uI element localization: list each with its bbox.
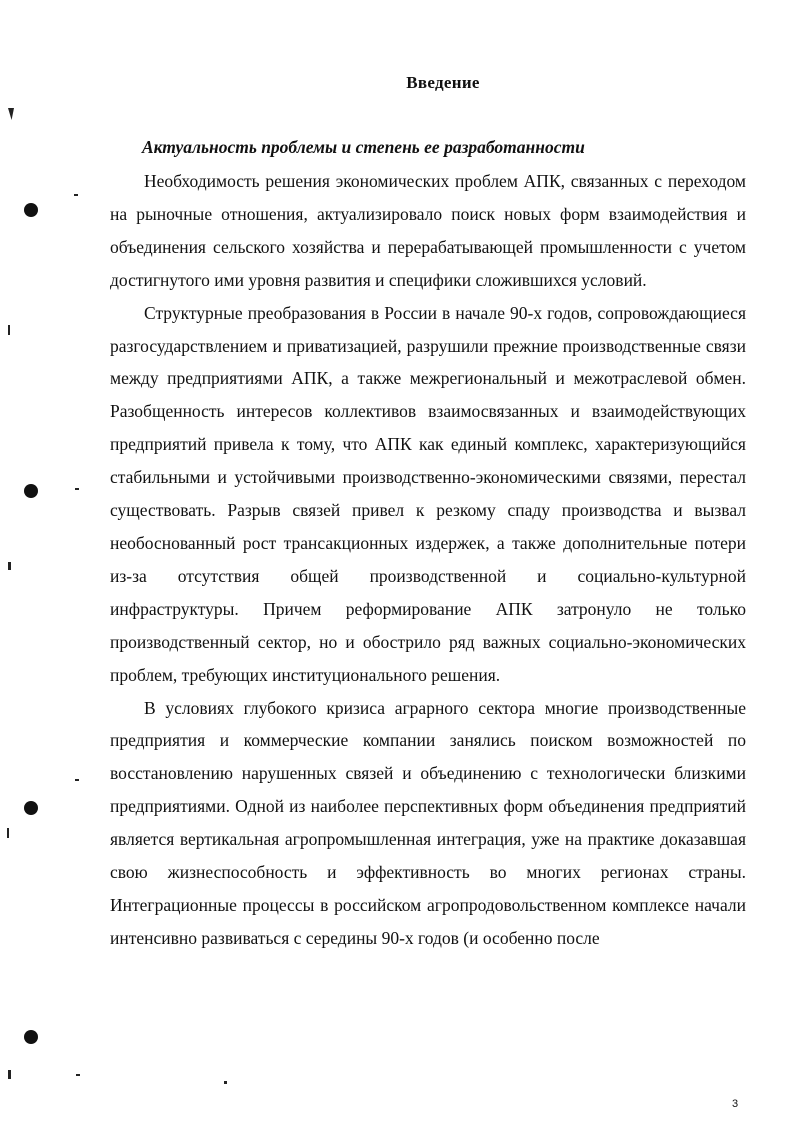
scan-speck: [8, 108, 14, 120]
page-title: Введение: [406, 73, 480, 92]
scan-speck: [75, 488, 79, 490]
binder-hole-4: [24, 1030, 38, 1044]
binder-hole-1: [24, 203, 38, 217]
scan-speck: [8, 1070, 11, 1079]
scan-speck: [75, 779, 79, 781]
page-number: 3: [732, 1098, 739, 1110]
binder-hole-2: [24, 484, 38, 498]
scan-speck: [7, 828, 9, 838]
binder-hole-3: [24, 801, 38, 815]
paragraph-3: В условиях глубокого кризиса аграрного сектора многие производственные предприятия и коммерческие компании занялись поиском возможностей по восстановлению нарушенных связей и объединению с технологически близкими предприятиями. Одной из наиболее перспективных форм объединения предприятий является вертикальная агропромышленная интеграция, уже на практике доказавшая свою жизнеспособность и эффективность во многих регионах страны. Интеграционные процессы в российском агропродовольственном комплексе начали интенсивно развиваться с середины 90-х годов (и особенно после: [110, 697, 746, 948]
scan-speck: [76, 1074, 80, 1076]
paragraph-1: Необходимость решения экономических проблем АПК, связанных с переходом на рыночные отношения, актуализировало поиск новых форм взаимодействия и объединения сельского хозяйства и перерабатывающей промышленности с учетом достигнутого ими уровня развития и специфики сложившихся условий.: [110, 171, 746, 290]
scan-speck: [8, 325, 10, 335]
scan-speck: [224, 1081, 227, 1084]
scan-speck: [8, 562, 11, 570]
scan-speck: [74, 194, 78, 196]
section-subtitle: Актуальность проблемы и степень ее разработанности: [142, 137, 585, 157]
paragraph-2: Структурные преобразования в России в начале 90-х годов, сопровождающиеся разгосударствлением и приватизацией, разрушили прежние производственные связи между предприятиями АПК, а также межрегиональный и межотраслевой обмен. Разобщенность интересов коллективов взаимосвязанных и взаимодействующих предприятий привела к тому, что АПК как единый комплекс, характеризующийся стабильными и устойчивыми производственно-экономическими связями, перестал существовать. Разрыв связей привел к резкому спаду производства и вызвал необоснованный рост трансакционных издержек, а также дополнительные потери из-за отсутствия общей производственной и социально-культурной инфраструктуры. Причем реформирование АПК затронуло не только производственный сектор, но и обострило ряд важных социально-экономических проблем, требующих институционального решения.: [110, 302, 746, 685]
body-text: [110, 165, 746, 955]
